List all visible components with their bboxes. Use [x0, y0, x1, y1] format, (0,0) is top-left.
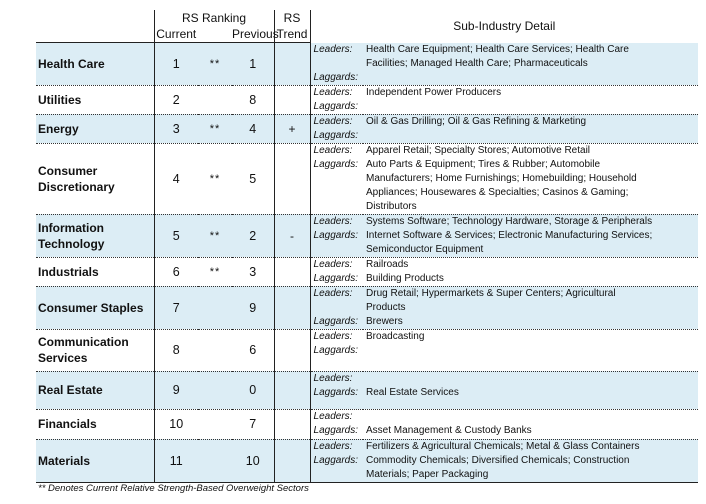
- leader-laggard-labels: [310, 43, 363, 86]
- laggards-label: Laggards:: [313, 315, 358, 327]
- rs-trend: [274, 286, 310, 329]
- laggards-label: Laggards:: [313, 386, 358, 398]
- sector-name: Energy: [36, 114, 154, 143]
- sub-industry-detail: [363, 409, 698, 439]
- laggards-detail-line: Manufacturers; Home Furnishings; Homebuilding; Household: [366, 172, 637, 184]
- leader-laggard-labels: [310, 409, 363, 439]
- overweight-stars: **: [198, 214, 232, 257]
- overweight-stars: [198, 329, 232, 371]
- leader-laggard-labels: [310, 114, 363, 143]
- leader-laggard-labels: [310, 257, 363, 286]
- table-row: [36, 439, 698, 482]
- laggards-detail-line: Internet Software & Services; Electronic Manufacturing Services;: [366, 229, 653, 241]
- table-row: [36, 371, 698, 409]
- laggards-detail-line: [366, 71, 698, 85]
- laggards-label: Laggards:: [313, 454, 358, 466]
- leaders-label: Leaders:: [313, 43, 353, 55]
- sector-name: Consumer Discretionary: [36, 143, 154, 214]
- leaders-detail-line: Apparel Retail; Specialty Stores; Automotive Retail: [366, 144, 591, 156]
- leaders-detail-line: Facilities; Managed Health Care; Pharmaceuticals: [366, 57, 588, 69]
- leaders-label: Leaders:: [313, 115, 353, 127]
- leaders-detail-line: Products: [366, 301, 406, 313]
- laggards-label: Laggards:: [313, 158, 358, 170]
- sector-name: Utilities: [36, 85, 154, 114]
- overweight-stars: [198, 286, 232, 329]
- rank-previous: 6: [232, 329, 274, 371]
- rank-current: 8: [154, 329, 198, 371]
- leader-laggard-labels: [310, 329, 363, 371]
- rank-previous: 1: [232, 43, 274, 86]
- laggards-label: Laggards:: [313, 129, 358, 141]
- laggards-detail-line: Semiconductor Equipment: [366, 243, 484, 255]
- header-current: Current: [154, 26, 198, 43]
- table-row: [36, 286, 698, 329]
- leaders-detail-line: [366, 410, 698, 424]
- leaders-detail-line: Drug Retail; Hypermarkets & Super Centers; Agricultural: [366, 287, 616, 299]
- header-sub-industry: Sub-Industry Detail: [453, 19, 556, 34]
- rank-previous: 0: [232, 371, 274, 409]
- sub-industry-detail: [363, 329, 698, 371]
- laggards-detail-line: Asset Management & Custody Banks: [366, 424, 532, 436]
- rank-previous: 7: [232, 409, 274, 439]
- overweight-stars: [198, 85, 232, 114]
- table-row: [36, 214, 698, 257]
- table-row: [36, 409, 698, 439]
- leaders-detail-line: Railroads: [366, 258, 409, 270]
- overweight-stars: **: [198, 114, 232, 143]
- leaders-label: Leaders:: [313, 372, 353, 384]
- rank-current: 9: [154, 371, 198, 409]
- leaders-label: Leaders:: [313, 258, 353, 270]
- laggards-detail-line: [366, 100, 698, 114]
- rs-trend: [274, 439, 310, 482]
- rs-trend: [274, 329, 310, 371]
- rs-ranking-table-wrapper: [36, 10, 698, 483]
- laggards-detail-line: Brewers: [366, 315, 403, 327]
- laggards-detail-line: Real Estate Services: [366, 386, 459, 398]
- table-row: [36, 329, 698, 371]
- leader-laggard-labels: [310, 371, 363, 409]
- laggards-label: Laggards:: [313, 100, 358, 112]
- header-rs-trend-line1: RS: [274, 10, 310, 26]
- leaders-detail-line: Broadcasting: [366, 330, 425, 342]
- sub-industry-detail: [363, 214, 698, 257]
- leaders-label-spacer: [314, 57, 364, 71]
- overweight-stars: **: [198, 257, 232, 286]
- rank-current: 7: [154, 286, 198, 329]
- rank-previous: 4: [232, 114, 274, 143]
- sector-name: Materials: [36, 439, 154, 482]
- overweight-stars: [198, 371, 232, 409]
- rank-previous: 2: [232, 214, 274, 257]
- header-rs-ranking: RS Ranking: [154, 10, 274, 26]
- overweight-stars: [198, 409, 232, 439]
- laggards-detail-line: Appliances; Housewares & Specialties; Casinos & Gaming;: [366, 186, 629, 198]
- sub-industry-detail: [363, 143, 698, 214]
- rs-trend: [274, 409, 310, 439]
- rank-current: 6: [154, 257, 198, 286]
- table-row: [36, 114, 698, 143]
- leaders-detail-line: Systems Software; Technology Hardware, Storage & Peripherals: [366, 215, 653, 227]
- leaders-label: Leaders:: [313, 86, 353, 98]
- leaders-label: Leaders:: [313, 440, 353, 452]
- sector-name: Financials: [36, 409, 154, 439]
- leaders-detail-line: Oil & Gas Drilling; Oil & Gas Refining & Marketing: [366, 115, 587, 127]
- laggards-label-spacer: [314, 172, 364, 186]
- leaders-label: Leaders:: [313, 144, 353, 156]
- rank-current: 11: [154, 439, 198, 482]
- laggards-label-spacer: [314, 468, 364, 482]
- sector-name: Consumer Staples: [36, 286, 154, 329]
- rs-trend: [274, 371, 310, 409]
- table-row: [36, 257, 698, 286]
- table-row: [36, 85, 698, 114]
- sub-industry-detail: [363, 257, 698, 286]
- table-body: [36, 43, 698, 483]
- sector-name: Industrials: [36, 257, 154, 286]
- leaders-detail-line: Fertilizers & Agricultural Chemicals; Metal & Glass Containers: [366, 440, 640, 452]
- header-previous: Previous: [232, 27, 279, 41]
- leaders-detail-line: Health Care Equipment; Health Care Services; Health Care: [366, 43, 629, 55]
- leader-laggard-labels: [310, 214, 363, 257]
- leader-laggard-labels: [310, 85, 363, 114]
- table-row: [36, 143, 698, 214]
- laggards-detail-line: Auto Parts & Equipment; Tires & Rubber; Automobile: [366, 158, 601, 170]
- laggards-detail-line: [366, 344, 698, 358]
- rank-previous: 5: [232, 143, 274, 214]
- leaders-label: Leaders:: [313, 330, 353, 342]
- sector-name: Communication Services: [36, 329, 154, 371]
- laggards-detail-line: Distributors: [366, 200, 417, 212]
- rs-ranking-table: [36, 10, 698, 483]
- sector-name: Information Technology: [36, 214, 154, 257]
- rank-current: 10: [154, 409, 198, 439]
- sector-name: Health Care: [36, 43, 154, 86]
- leader-laggard-labels: [310, 439, 363, 482]
- leaders-label-spacer: [314, 301, 364, 315]
- rank-previous: 8: [232, 85, 274, 114]
- laggards-label-spacer: [314, 186, 364, 200]
- laggards-label: Laggards:: [313, 71, 358, 83]
- rs-trend: +: [274, 114, 310, 143]
- leaders-label: Leaders:: [313, 215, 353, 227]
- laggards-detail-line: Commodity Chemicals; Diversified Chemicals; Construction: [366, 454, 630, 466]
- overweight-stars: [198, 439, 232, 482]
- rank-previous: 10: [232, 439, 274, 482]
- sub-industry-detail: [363, 439, 698, 482]
- laggards-detail-line: Materials; Paper Packaging: [366, 468, 489, 480]
- footnote: ** Denotes Current Relative Strength-Based Overweight Sectors: [38, 483, 309, 494]
- laggards-detail-line: Building Products: [366, 272, 444, 284]
- leaders-detail-line: Independent Power Producers: [366, 86, 502, 98]
- sub-industry-detail: [363, 371, 698, 409]
- header-row-1: [36, 10, 698, 26]
- sub-industry-detail: [363, 286, 698, 329]
- laggards-detail-line: [366, 129, 698, 143]
- rs-trend: [274, 43, 310, 86]
- rs-trend: -: [274, 214, 310, 257]
- rs-trend: [274, 85, 310, 114]
- rank-previous: 9: [232, 286, 274, 329]
- leaders-label: Leaders:: [313, 410, 353, 422]
- sub-industry-detail: [363, 43, 698, 86]
- rank-current: 2: [154, 85, 198, 114]
- laggards-label: Laggards:: [313, 272, 358, 284]
- rank-current: 4: [154, 143, 198, 214]
- leaders-label: Leaders:: [313, 287, 353, 299]
- rank-current: 1: [154, 43, 198, 86]
- leader-laggard-labels: [310, 286, 363, 329]
- laggards-label-spacer: [314, 200, 364, 214]
- rank-previous: 3: [232, 257, 274, 286]
- rs-trend: [274, 257, 310, 286]
- header-rs-trend-line2: Trend: [274, 26, 310, 43]
- laggards-label-spacer: [314, 243, 364, 257]
- leader-laggard-labels: [310, 143, 363, 214]
- table-row: [36, 43, 698, 86]
- rs-trend: [274, 143, 310, 214]
- sub-industry-detail: [363, 114, 698, 143]
- sector-name: Real Estate: [36, 371, 154, 409]
- laggards-label: Laggards:: [313, 424, 358, 436]
- laggards-label: Laggards:: [313, 344, 358, 356]
- rank-current: 3: [154, 114, 198, 143]
- sub-industry-detail: [363, 85, 698, 114]
- laggards-label: Laggards:: [313, 229, 358, 241]
- leaders-detail-line: [366, 372, 698, 386]
- overweight-stars: **: [198, 43, 232, 86]
- overweight-stars: **: [198, 143, 232, 214]
- rank-current: 5: [154, 214, 198, 257]
